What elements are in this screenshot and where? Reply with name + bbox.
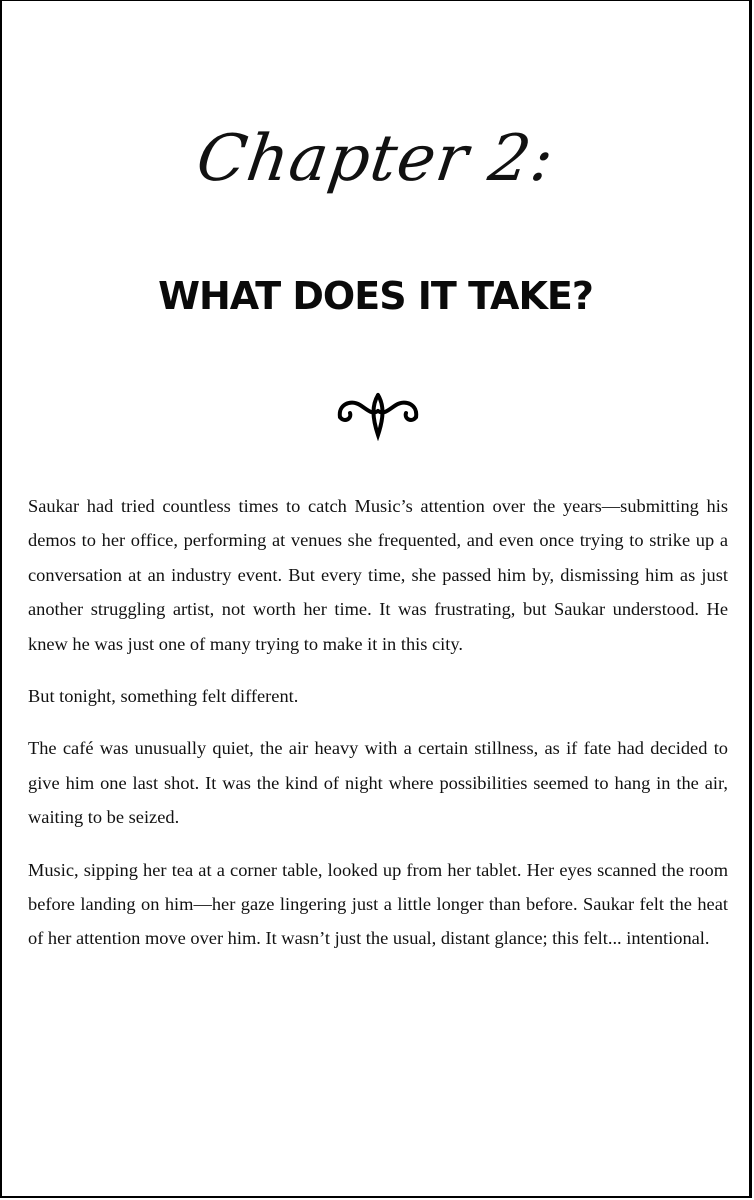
paragraph-3: The café was unusually quiet, the air heavy with a certain stillness, as if fate had decided to give him one last shot. It was the kind of night where possibilities seemed to hang in the air, waiting to be seized.: [28, 738, 728, 828]
chapter-label: Chapter 2:: [192, 122, 559, 196]
paragraph-1: Saukar had tried countless times to catch Music’s attention over the years—submitting his demos to her office, performing at venues she frequented, and even once trying to strike up a conversation at an industry event. But every time, she passed him by, dismissing him as just another struggling artist, not worth her time. It was frustrating, but Saukar understood. He knew he was just one of many trying to make it in this city.: [28, 496, 728, 654]
paragraph-4: Music, sipping her tea at a corner table, looked up from her tablet. Her eyes scanned the room before landing on him—her gaze lingering just a little longer than before. Saukar felt the heat of her attention move over him. It wasn’t just the usual, distant glance; this felt... intentional.: [28, 859, 728, 949]
paragraph-2: But tonight, something felt different.: [28, 686, 299, 707]
chapter-body: [28, 489, 728, 974]
chapter-title: WHAT DOES IT TAKE?: [158, 274, 593, 318]
flourish-ornament-icon: [336, 387, 420, 441]
